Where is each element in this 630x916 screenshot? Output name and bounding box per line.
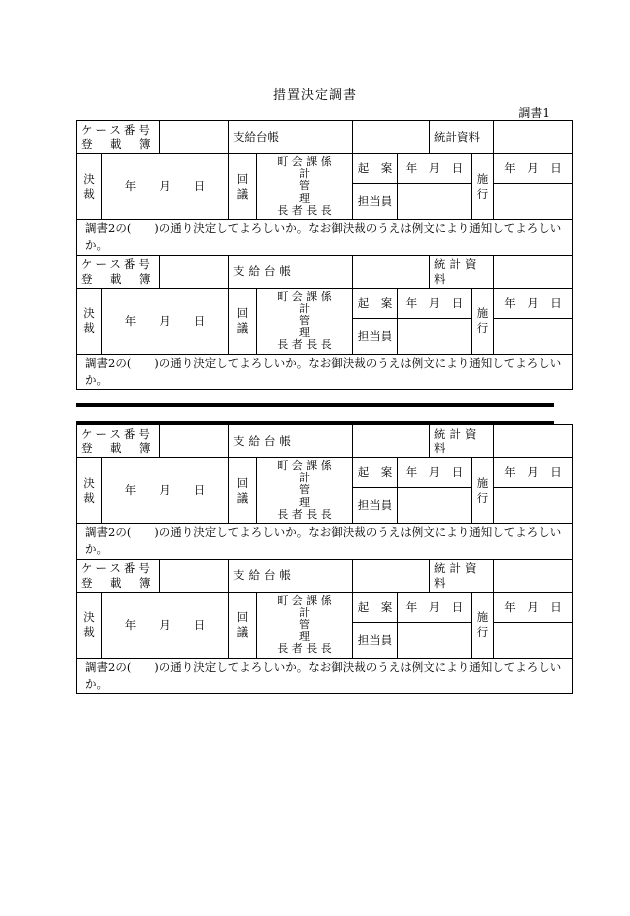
circulation-label: 回 議	[229, 288, 257, 354]
case-number-field[interactable]	[160, 559, 229, 592]
decision-label: 決 裁	[77, 288, 102, 354]
circulation-label: 回 議	[229, 154, 257, 220]
form-block-2	[76, 424, 562, 694]
ledger-label: 支給台帳	[229, 255, 353, 288]
document-title: 措置決定調書	[272, 88, 357, 103]
stats-field[interactable]	[494, 559, 573, 592]
case-number-label: ケース番号 登 載 簿	[77, 425, 160, 458]
case-number-field[interactable]	[160, 121, 229, 154]
notice-text: 調書2の( )の通り決定してよろしいか。なお御決裁のうえは例文により通知してよろしいか。	[77, 524, 573, 560]
approver-roles: 町 会 課 係 計 管 理 長 者 長 長	[257, 458, 353, 524]
ledger-label: 支給台帳	[229, 559, 353, 592]
decision-date[interactable]: 年 月 日	[102, 288, 229, 354]
drafted-date[interactable]: 年 月 日	[398, 288, 472, 318]
decision-form-table	[76, 424, 573, 694]
drafted-date[interactable]: 年 月 日	[398, 592, 472, 622]
enforcement-label: 施 行	[472, 154, 494, 220]
form-number: 調書1	[518, 106, 550, 120]
drafted-date[interactable]: 年 月 日	[398, 458, 472, 488]
notice-text: 調書2の( )の通り決定してよろしいか。なお御決裁のうえは例文により通知してよろしいか。	[77, 354, 573, 390]
ledger-field[interactable]	[353, 121, 430, 154]
officer-field[interactable]	[398, 318, 472, 354]
case-number-label: ケース番号 登 載 簿	[77, 559, 160, 592]
stats-label: 統計資料	[430, 255, 494, 288]
decision-label: 決 裁	[77, 592, 102, 658]
notice-text: 調書2の( )の通り決定してよろしいか。なお御決裁のうえは例文により通知してよろしいか。	[77, 220, 573, 256]
drafted-date[interactable]: 年 月 日	[398, 154, 472, 184]
drafted-label: 起 案	[353, 592, 398, 622]
cut-line	[76, 403, 554, 407]
officer-field[interactable]	[398, 622, 472, 658]
circulation-label: 回 議	[229, 592, 257, 658]
enforcement-date[interactable]: 年 月 日	[494, 592, 573, 622]
notice-text: 調書2の( )の通り決定してよろしいか。なお御決裁のうえは例文により通知してよろしいか。	[77, 658, 573, 694]
approver-roles: 町 会 課 係 計 管 理 長 者 長 長	[257, 592, 353, 658]
officer-label: 担当員	[353, 318, 398, 354]
decision-form-table	[76, 120, 573, 390]
circulation-label: 回 議	[229, 458, 257, 524]
officer-label: 担当員	[353, 488, 398, 524]
drafted-label: 起 案	[353, 458, 398, 488]
ledger-label: 支給台帳	[229, 425, 353, 458]
decision-date[interactable]: 年 月 日	[102, 592, 229, 658]
enforcement-field[interactable]	[494, 318, 573, 354]
decision-label: 決 裁	[77, 458, 102, 524]
decision-label: 決 裁	[77, 154, 102, 220]
enforcement-field[interactable]	[494, 184, 573, 220]
ledger-label: 支給台帳	[229, 121, 353, 154]
stats-field[interactable]	[494, 425, 573, 458]
officer-field[interactable]	[398, 184, 472, 220]
enforcement-date[interactable]: 年 月 日	[494, 288, 573, 318]
enforcement-label: 施 行	[472, 288, 494, 354]
case-number-field[interactable]	[160, 255, 229, 288]
stats-field[interactable]	[494, 121, 573, 154]
enforcement-field[interactable]	[494, 488, 573, 524]
approver-roles: 町 会 課 係 計 管 理 長 者 長 長	[257, 154, 353, 220]
stats-label: 統計資料	[430, 559, 494, 592]
enforcement-field[interactable]	[494, 622, 573, 658]
officer-field[interactable]	[398, 488, 472, 524]
decision-date[interactable]: 年 月 日	[102, 458, 229, 524]
case-number-label: ケース番号 登 載 簿	[77, 121, 160, 154]
drafted-label: 起 案	[353, 154, 398, 184]
approver-roles: 町 会 課 係 計 管 理 長 者 長 長	[257, 288, 353, 354]
decision-date[interactable]: 年 月 日	[102, 154, 229, 220]
enforcement-date[interactable]: 年 月 日	[494, 154, 573, 184]
enforcement-date[interactable]: 年 月 日	[494, 458, 573, 488]
officer-label: 担当員	[353, 622, 398, 658]
enforcement-label: 施 行	[472, 592, 494, 658]
form-block-1	[76, 120, 562, 390]
ledger-field[interactable]	[353, 559, 430, 592]
drafted-label: 起 案	[353, 288, 398, 318]
officer-label: 担当員	[353, 184, 398, 220]
case-number-label: ケース番号 登 載 簿	[77, 255, 160, 288]
stats-label: 統計資料	[430, 121, 494, 154]
stats-field[interactable]	[494, 255, 573, 288]
case-number-field[interactable]	[160, 425, 229, 458]
ledger-field[interactable]	[353, 425, 430, 458]
ledger-field[interactable]	[353, 255, 430, 288]
stats-label: 統計資料	[430, 425, 494, 458]
enforcement-label: 施 行	[472, 458, 494, 524]
